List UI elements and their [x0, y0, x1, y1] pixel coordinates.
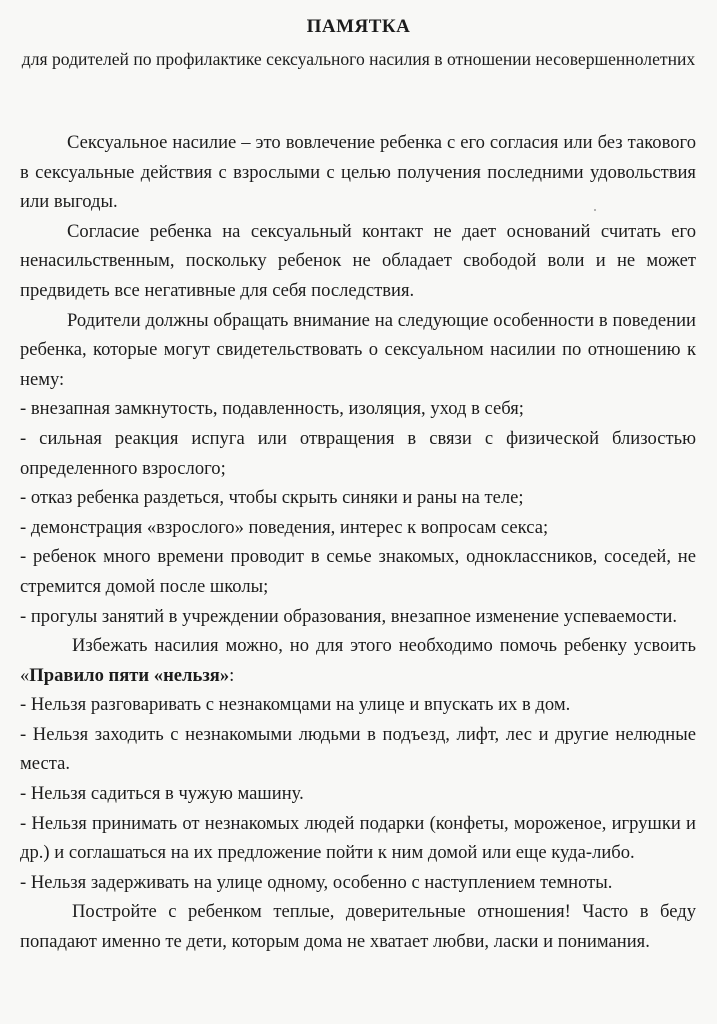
sign-list-item: - демонстрация «взрослого» поведения, интерес к вопросам секса; [20, 516, 549, 538]
paragraph-warning-signs: Родители должны обращать внимание на следующие особенности в поведении ребенка, которые могут свидетельствовать о сексуальном насилии по отношению к нему: [20, 309, 696, 390]
paragraph-rule-intro [20, 631, 696, 690]
document-body [20, 128, 696, 957]
sign-list-item: - прогулы занятий в учреждении образования, внезапное изменение успеваемости. [20, 605, 677, 627]
sign-list-item: - внезапная замкнутость, подавленность, изоляция, уход в себя; [20, 398, 524, 420]
document-title: ПАМЯТКА [306, 16, 411, 37]
scan-speck [594, 209, 596, 211]
paragraph-closing: Постройте с ребенком теплые, доверительные отношения! Часто в беду попадают именно те дети, которым дома не хватает любви, ласки и понимания. [20, 901, 696, 953]
sign-list-item: - ребенок много времени проводит в семье знакомых, одноклассников, соседей, не стремится домой после школы; [20, 546, 696, 597]
sign-list-item: - отказ ребенка раздеться, чтобы скрыть синяки и раны на теле; [20, 487, 524, 509]
rule-name: Правило пяти «нельзя» [29, 664, 230, 686]
rule-list-item: - Нельзя задерживать на улице одному, особенно с наступлением темноты. [20, 871, 613, 893]
rule-list-item: - Нельзя садиться в чужую машину. [20, 783, 304, 805]
rule-list-item: - Нельзя заходить с незнакомыми людьми в подъезд, лифт, лес и другие нелюдные места. [20, 723, 696, 775]
document-subtitle: для родителей по профилактике сексуального насилия в отношении несовершеннолетних [21, 49, 696, 69]
rule-list-item: - Нельзя разговаривать с незнакомцами на улице и впускать их в дом. [20, 694, 571, 716]
rule-intro-text: Избежать насилия можно, но для этого необходимо помочь ребенку усвоить « [20, 635, 696, 686]
sign-list-item: - сильная реакция испуга или отвращения в связи с физической близостью определенного взрослого; [20, 427, 696, 479]
rule-list-item: - Нельзя принимать от незнакомых людей подарки (конфеты, мороженое, игрушки и др.) и соглашаться на их предложение пойти к ним домой или еще куда-либо. [20, 812, 696, 864]
paragraph-definition: Сексуальное насилие – это вовлечение ребенка с его согласия или без такового в сексуальные действия с взрослыми с целью получения последними удовольствия или выгоды. [20, 132, 696, 213]
paragraph-consent: Согласие ребенка на сексуальный контакт не дает оснований считать его ненасильственным, поскольку ребенок не обладает свободой воли и не может предвидеть все негативные для себя последствия. [20, 220, 696, 301]
rule-intro-colon: : [229, 664, 235, 686]
